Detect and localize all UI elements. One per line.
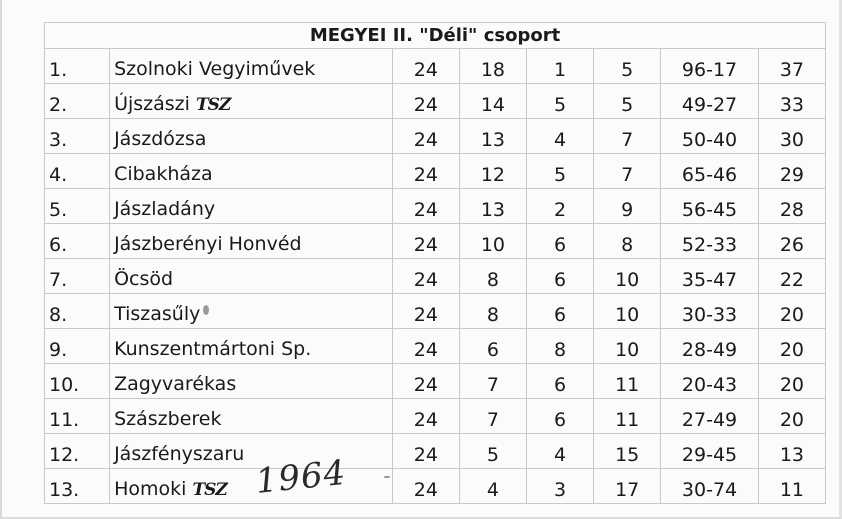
points-cell: 20 xyxy=(758,329,825,364)
played-cell: 24 xyxy=(392,259,459,294)
goals-cell: 20-43 xyxy=(661,364,759,399)
points-cell: 22 xyxy=(758,259,825,294)
goals-cell: 49-27 xyxy=(661,84,759,119)
won-cell: 8 xyxy=(459,259,526,294)
team-name: Jászberényi Honvéd xyxy=(114,233,302,255)
table-title-row xyxy=(45,23,826,49)
rank-cell: 9. xyxy=(45,329,110,364)
points-cell: 20 xyxy=(758,294,825,329)
goals-cell: 50-40 xyxy=(661,119,759,154)
team-name: Kunszentmártoni Sp. xyxy=(114,338,312,360)
team-name: Zagyvarékas xyxy=(114,373,237,395)
rank-cell: 5. xyxy=(45,189,110,224)
lost-cell: 7 xyxy=(594,154,661,189)
ink-smudge xyxy=(203,305,209,315)
drawn-cell: 6 xyxy=(527,399,594,434)
table-row xyxy=(45,329,826,364)
goals-cell: 35-47 xyxy=(661,259,759,294)
team-cell xyxy=(110,329,393,364)
won-cell: 8 xyxy=(459,294,526,329)
won-cell: 5 xyxy=(459,434,526,469)
rank-cell: 10. xyxy=(45,364,110,399)
won-cell: 4 xyxy=(459,469,526,504)
goals-cell: 28-49 xyxy=(661,329,759,364)
drawn-cell: 6 xyxy=(527,294,594,329)
won-cell: 7 xyxy=(459,399,526,434)
ink-smudge xyxy=(384,476,390,478)
lost-cell: 10 xyxy=(594,294,661,329)
team-cell xyxy=(110,49,393,84)
goals-cell: 29-45 xyxy=(661,434,759,469)
team-name: Jászfényszaru xyxy=(114,443,245,465)
team-cell xyxy=(110,119,393,154)
team-cell xyxy=(110,224,393,259)
goals-cell: 56-45 xyxy=(661,189,759,224)
lost-cell: 11 xyxy=(594,399,661,434)
played-cell: 24 xyxy=(392,469,459,504)
table-body xyxy=(45,49,826,504)
team-name: Tiszasűly xyxy=(114,303,201,325)
rank-cell: 2. xyxy=(45,84,110,119)
won-cell: 13 xyxy=(459,189,526,224)
table-row xyxy=(45,84,826,119)
table-row xyxy=(45,154,826,189)
team-cell xyxy=(110,84,393,119)
lost-cell: 17 xyxy=(594,469,661,504)
team-cell xyxy=(110,469,393,504)
won-cell: 14 xyxy=(459,84,526,119)
lost-cell: 11 xyxy=(594,364,661,399)
won-cell: 10 xyxy=(459,224,526,259)
played-cell: 24 xyxy=(392,399,459,434)
lost-cell: 15 xyxy=(594,434,661,469)
goals-cell: 96-17 xyxy=(661,49,759,84)
table-row xyxy=(45,259,826,294)
points-cell: 11 xyxy=(758,469,825,504)
team-handwritten-suffix: TSZ xyxy=(195,95,231,115)
drawn-cell: 5 xyxy=(527,84,594,119)
table-row xyxy=(45,364,826,399)
played-cell: 24 xyxy=(392,189,459,224)
drawn-cell: 2 xyxy=(527,189,594,224)
won-cell: 13 xyxy=(459,119,526,154)
goals-cell: 30-33 xyxy=(661,294,759,329)
rank-cell: 3. xyxy=(45,119,110,154)
played-cell: 24 xyxy=(392,49,459,84)
team-name: Cibakháza xyxy=(114,163,213,185)
rank-cell: 11. xyxy=(45,399,110,434)
team-cell xyxy=(110,399,393,434)
league-standings-table xyxy=(44,22,826,504)
team-name: Szászberek xyxy=(114,408,222,430)
rank-cell: 7. xyxy=(45,259,110,294)
team-name: Jászladány xyxy=(114,198,216,220)
played-cell: 24 xyxy=(392,119,459,154)
lost-cell: 7 xyxy=(594,119,661,154)
goals-cell: 65-46 xyxy=(661,154,759,189)
points-cell: 28 xyxy=(758,189,825,224)
drawn-cell: 1 xyxy=(527,49,594,84)
rank-cell: 8. xyxy=(45,294,110,329)
goals-cell: 27-49 xyxy=(661,399,759,434)
played-cell: 24 xyxy=(392,294,459,329)
team-name: Szolnoki Vegyiművek xyxy=(114,58,316,80)
drawn-cell: 6 xyxy=(527,364,594,399)
points-cell: 26 xyxy=(758,224,825,259)
drawn-cell: 5 xyxy=(527,154,594,189)
lost-cell: 5 xyxy=(594,84,661,119)
won-cell: 6 xyxy=(459,329,526,364)
team-name: Újszászi xyxy=(114,93,196,115)
table-row xyxy=(45,224,826,259)
drawn-cell: 3 xyxy=(527,469,594,504)
won-cell: 18 xyxy=(459,49,526,84)
team-cell xyxy=(110,259,393,294)
team-name: Öcsöd xyxy=(114,268,174,290)
table-row xyxy=(45,119,826,154)
points-cell: 20 xyxy=(758,399,825,434)
rank-cell: 1. xyxy=(45,49,110,84)
lost-cell: 10 xyxy=(594,329,661,364)
team-cell xyxy=(110,189,393,224)
team-cell xyxy=(110,154,393,189)
drawn-cell: 6 xyxy=(527,259,594,294)
points-cell: 37 xyxy=(758,49,825,84)
lost-cell: 5 xyxy=(594,49,661,84)
table-row xyxy=(45,49,826,84)
rank-cell: 6. xyxy=(45,224,110,259)
played-cell: 24 xyxy=(392,329,459,364)
lost-cell: 9 xyxy=(594,189,661,224)
played-cell: 24 xyxy=(392,154,459,189)
lost-cell: 8 xyxy=(594,224,661,259)
played-cell: 24 xyxy=(392,434,459,469)
points-cell: 29 xyxy=(758,154,825,189)
points-cell: 30 xyxy=(758,119,825,154)
lost-cell: 10 xyxy=(594,259,661,294)
played-cell: 24 xyxy=(392,224,459,259)
team-handwritten-suffix: TSZ xyxy=(192,480,227,500)
table-row xyxy=(45,469,826,504)
team-name: Jászdózsa xyxy=(114,128,207,150)
team-cell xyxy=(110,364,393,399)
won-cell: 12 xyxy=(459,154,526,189)
drawn-cell: 8 xyxy=(527,329,594,364)
team-cell xyxy=(110,434,393,469)
team-cell xyxy=(110,294,393,329)
points-cell: 20 xyxy=(758,364,825,399)
rank-cell: 12. xyxy=(45,434,110,469)
team-name: Homoki xyxy=(114,478,193,500)
played-cell: 24 xyxy=(392,84,459,119)
goals-cell: 30-74 xyxy=(661,469,759,504)
handwritten-year: 1964 xyxy=(253,452,349,502)
table-title: MEGYEI II. "Déli" csoport xyxy=(45,23,826,49)
drawn-cell: 6 xyxy=(527,224,594,259)
table-row xyxy=(45,189,826,224)
points-cell: 33 xyxy=(758,84,825,119)
drawn-cell: 4 xyxy=(527,434,594,469)
rank-cell: 13. xyxy=(45,469,110,504)
won-cell: 7 xyxy=(459,364,526,399)
drawn-cell: 4 xyxy=(527,119,594,154)
table-row xyxy=(45,434,826,469)
table-row xyxy=(45,399,826,434)
played-cell: 24 xyxy=(392,364,459,399)
rank-cell: 4. xyxy=(45,154,110,189)
points-cell: 13 xyxy=(758,434,825,469)
table-row xyxy=(45,294,826,329)
goals-cell: 52-33 xyxy=(661,224,759,259)
